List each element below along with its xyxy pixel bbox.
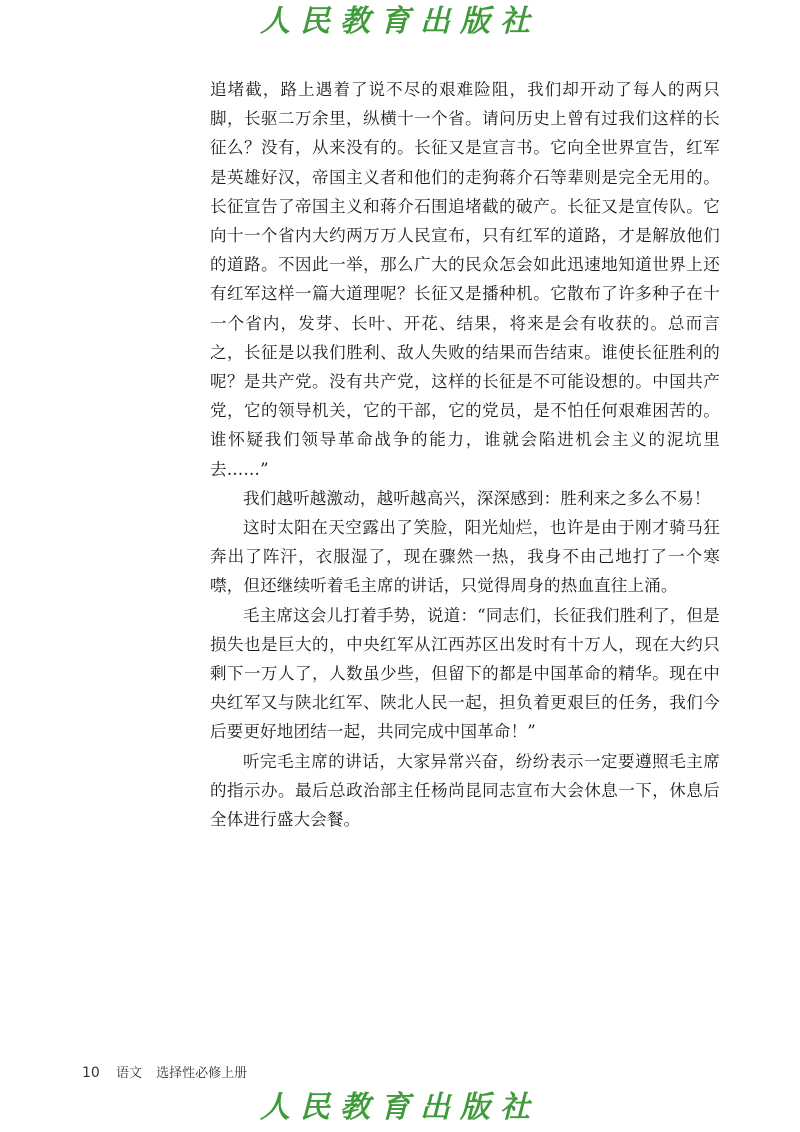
article-body: [210, 75, 720, 834]
footer-book-title: 选择性必修上册: [156, 1066, 248, 1081]
paragraph-1: 追堵截，路上遇着了说不尽的艰难险阻，我们却开动了每人的两只脚，长驱二万余里，纵横十一个省。请问历史上曾有过我们这样的长征么？没有，从来没有的。长征又是宣言书。它向全世界宣告，红军是英雄好汉，帝国主义者和他们的走狗蒋介石等辈则是完全无用的。长征宣告了帝国主义和蒋介石围追堵截的破产。长征又是宣传队。它向十一个省内大约两万万人民宣布，只有红军的道路，才是解放他们的道路。不因此一举，那么广大的民众怎会如此迅速地知道世界上还有红军这样一篇大道理呢？长征又是播种机。它散布了许多种子在十一个省内，发芽、长叶、开花、结果，将来是会有收获的。总而言之，长征是以我们胜利、敌人失败的结果而告结束。谁使长征胜利的呢？是共产党。没有共产党，这样的长征是不可能设想的。中国共产党，它的领导机关，它的干部，它的党员，是不怕任何艰难困苦的。谁怀疑我们领导革命战争的能力，谁就会陷进机会主义的泥坑里去……”: [210, 80, 720, 479]
paragraph-4: 毛主席这会儿打着手势，说道：“同志们，长征我们胜利了，但是损失也是巨大的，中央红军从江西苏区出发时有十万人，现在大约只剩下一万人了，人数虽少些，但留下的都是中国革命的精华。现在中央红军又与陕北红军、陕北人民一起，担负着更艰巨的任务，我们今后要更好地团结一起，共同完成中国革命！”: [210, 605, 720, 742]
page-footer: [82, 1062, 247, 1081]
publisher-logo-top: 人民教育出版社: [260, 4, 540, 39]
paragraph-2: 我们越听越激动，越听越高兴，深深感到：胜利来之多么不易！: [243, 488, 711, 508]
footer-subject: 语文: [115, 1066, 142, 1081]
paragraph-3: 这时太阳在天空露出了笑脸，阳光灿烂，也许是由于刚才骑马狂奔出了阵汗，衣服湿了，现在骤然一热，我身不由己地打了一个寒噤，但还继续听着毛主席的讲话，只觉得周身的热血直往上涌。: [210, 518, 720, 596]
publisher-logo-bottom: 人民教育出版社: [260, 1090, 540, 1125]
page-number: 10: [82, 1065, 100, 1081]
paragraph-5: 听完毛主席的讲话，大家异常兴奋，纷纷表示一定要遵照毛主席的指示办。最后总政治部主任杨尚昆同志宣布大会休息一下，休息后全体进行盛大会餐。: [210, 751, 720, 830]
